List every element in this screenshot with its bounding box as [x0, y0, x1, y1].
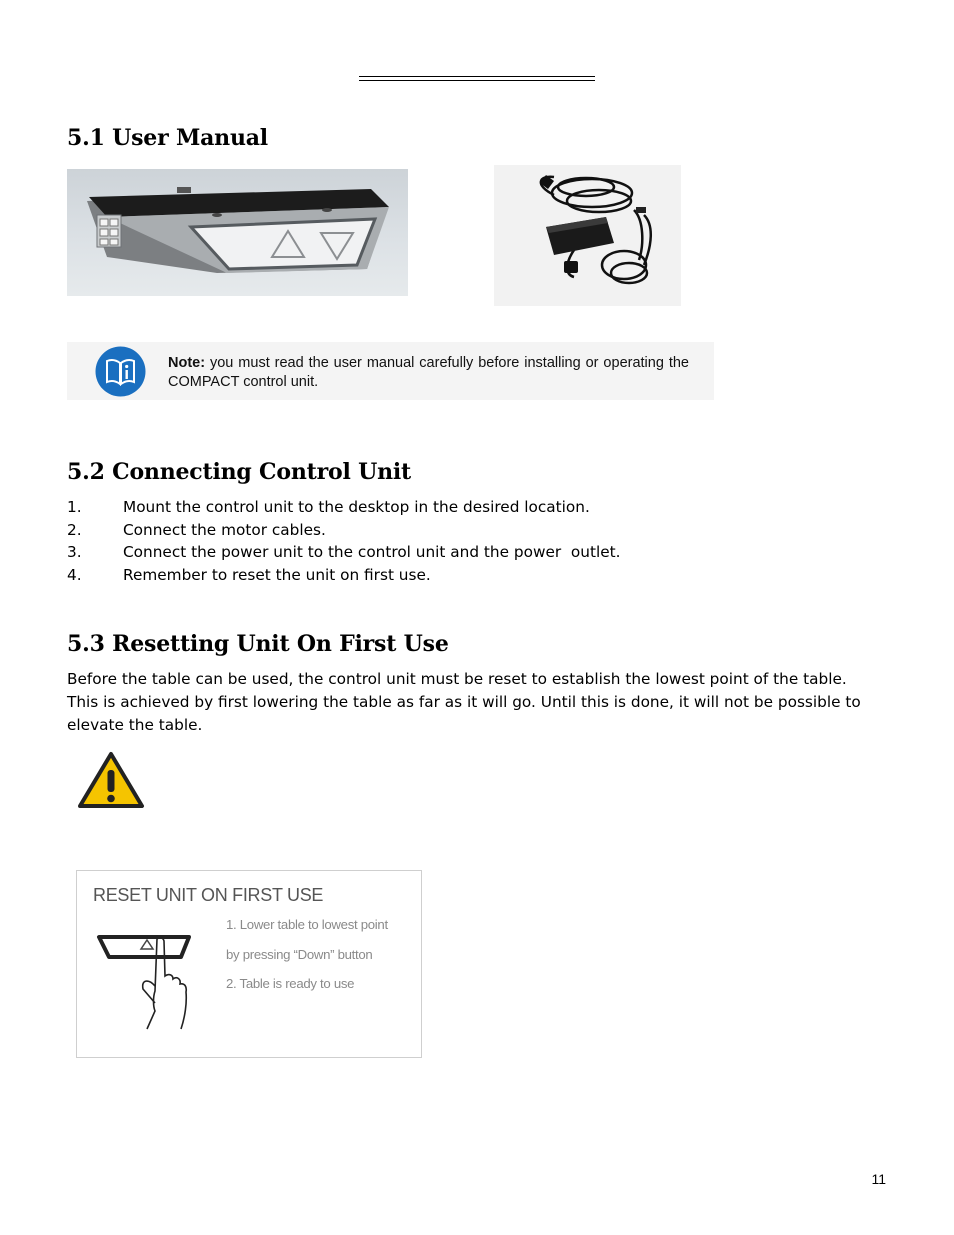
list-item — [67, 519, 867, 542]
list-item-text: Connect the motor cables. — [123, 520, 326, 539]
reset-card-line: 2. Table is ready to use — [226, 976, 355, 991]
list-item-number: 3. — [67, 543, 82, 561]
list-item-text: Connect the power unit to the control unit and the power outlet. — [123, 543, 621, 561]
power-adapter-photo — [494, 165, 681, 306]
list-item — [67, 564, 867, 587]
note-body: you must read the user manual carefully before installing or operating the COMPACT control unit. — [168, 355, 689, 390]
list-item — [67, 496, 867, 519]
manual-info-icon — [95, 346, 146, 397]
list-item-number: 4. — [67, 565, 82, 584]
reset-card-line: by pressing “Down” button — [226, 947, 373, 962]
steps-list — [67, 496, 867, 586]
warning-icon — [76, 750, 146, 810]
reset-card-title: RESET UNIT ON FIRST USE — [93, 885, 324, 905]
finger-press-illustration — [95, 931, 195, 1031]
list-item — [67, 541, 867, 564]
note-label: Note: — [168, 355, 206, 371]
reset-card-line: 1. Lower table to lowest point — [226, 917, 388, 932]
section-title-user-manual: 5.1 User Manual — [67, 125, 268, 151]
page-number: 11 — [871, 1171, 886, 1187]
header-rule — [359, 76, 595, 81]
note-text — [168, 354, 689, 392]
section-title-resetting-unit: 5.3 Resetting Unit On First Use — [67, 631, 449, 657]
control-unit-photo — [67, 169, 408, 296]
list-item-number: 1. — [67, 498, 82, 516]
list-item-text: Remember to reset the unit on first use. — [123, 565, 431, 584]
section-title-connecting-control-unit: 5.2 Connecting Control Unit — [67, 459, 411, 485]
reset-instruction-card — [76, 870, 422, 1058]
note-box — [67, 342, 714, 400]
reset-paragraph: Before the table can be used, the control unit must be reset to establish the lowest point of the table. This is achieved by first lowering the table as far as it will go. Until this is done, it will not be possible to elevate the table. — [67, 670, 861, 734]
list-item-number: 2. — [67, 520, 82, 539]
list-item-text: Mount the control unit to the desktop in the desired location. — [123, 498, 590, 516]
